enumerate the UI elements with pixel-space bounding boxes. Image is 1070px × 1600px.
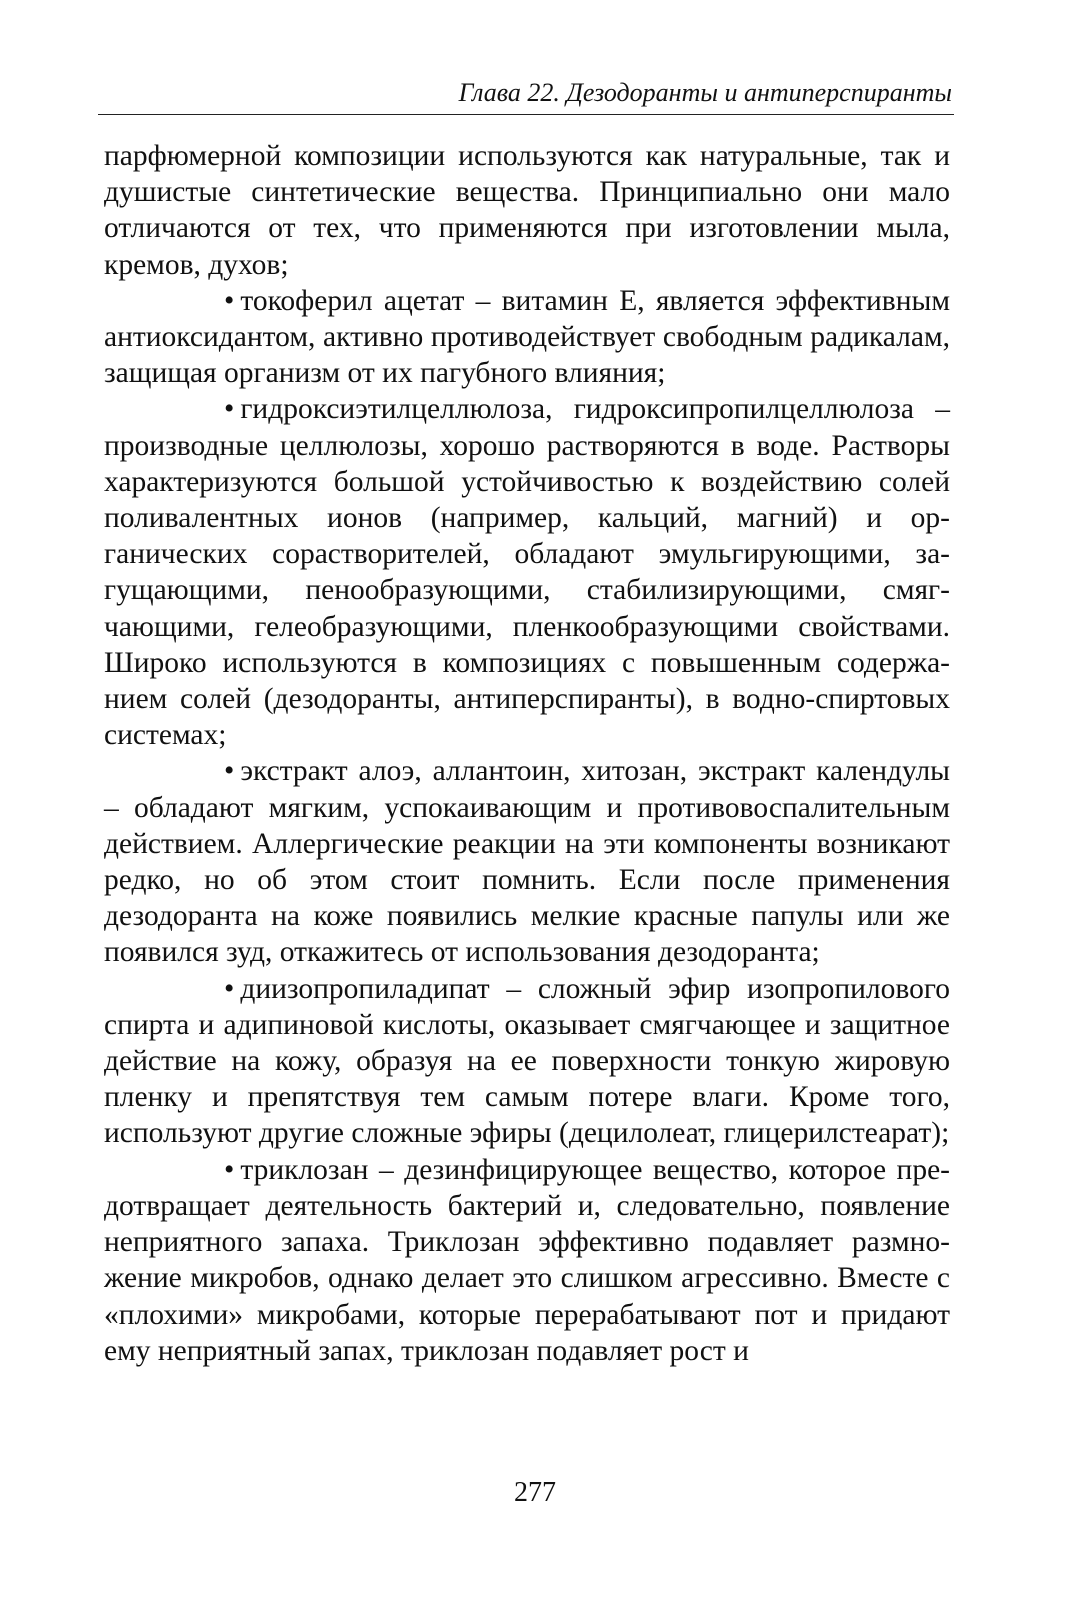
bullet-icon: • <box>224 393 235 426</box>
bullet-item-aloe-extract <box>104 753 950 970</box>
bullet-item-hydroxyethylcellulose <box>104 391 950 753</box>
bullet-icon: • <box>224 972 235 1005</box>
paragraph-continuation <box>104 138 950 283</box>
page-number: 277 <box>514 1477 556 1508</box>
bullet-item-triclosan <box>104 1152 950 1369</box>
paragraph-text: триклозан – дезинфицирующее вещество, которое предотвращает деятельность бактерий и, следовательно, появление неприятного запаха. Триклозан эффективно подавляет размножение микробов, однако делает это слишком агрессивно. Вместе с «плохими» микробами, которые перерабатывают пот и придают ему неприятный запах, триклозан подавляет рост и <box>104 1153 950 1367</box>
paragraph-text: гидроксиэтилцеллюлоза, гидроксипропилцеллюлоза – производные целлюлозы, хорошо растворяются в воде. Растворы характеризуются большой устойчивостью к воздействию солей поливалентных ионов (например, кальций, магний) и органических сорастворителей, обладают эмульгирующими, загущающими, пенообразующими, стабилизирующими, смягчающими, гелеобразующими, пленкообразующими свойствами. Широко используются в композициях с повышенным содержанием солей (дезодоранты, антиперспиранты), в водно-спиртовых системах; <box>104 393 950 752</box>
header-divider <box>98 114 954 115</box>
paragraph-text: токоферил ацетат – витамин Е, является эффективным антиоксидантом, активно противодействует свободным радикалам, защищая организм от их пагубного влияния; <box>104 284 950 390</box>
bullet-icon: • <box>224 1153 235 1186</box>
paragraph-text: экстракт алоэ, аллантоин, хитозан, экстракт календулы – обладают мягким, успокаивающим и противовоспалительным действием. Аллергические реакции на эти компоненты возникают редко, но об этом стоит помнить. Если после применения дезодоранта на коже появились мелкие красные папулы или же появился зуд, откажитесь от использования дезодоранта; <box>104 755 950 969</box>
bullet-item-tocopheryl-acetate <box>104 283 950 392</box>
bullet-item-diisopropyl-adipate <box>104 971 950 1152</box>
paragraph-text: парфюмерной композиции используются как натуральные, так и душистые синтетические вещества. Принципиально они мало отличаются от тех, что применяются при изготовлении мыла, кремов, духов; <box>104 140 950 281</box>
paragraph-text: диизопропиладипат – сложный эфир изопропилового спирта и адипиновой кислоты, оказывает смягчающее и защитное действие на кожу, образуя на ее поверхности тонкую жировую пленку и препятствуя тем самым потере влаги. Кроме того, используют другие сложные эфиры (децилолеат, глицерилстеарат); <box>104 972 950 1150</box>
bullet-icon: • <box>224 284 235 317</box>
running-header: Глава 22. Дезодоранты и антиперспиранты <box>458 78 952 107</box>
body-text <box>104 138 950 1369</box>
bullet-icon: • <box>224 755 235 788</box>
